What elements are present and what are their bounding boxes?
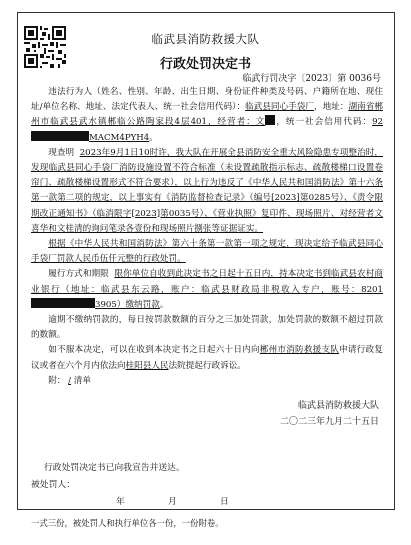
appeal-text-e: 法院提起行政诉讼。 — [168, 360, 246, 371]
appeal-paragraph — [31, 343, 383, 373]
credit-code-prefix: 92 — [372, 117, 383, 128]
document-title: 行政处罚决定书 — [159, 57, 251, 72]
payment-end: 。 — [159, 299, 169, 310]
document-number: 临武行罚决字〔2023〕第 0036号 — [242, 74, 381, 84]
party-paragraph — [31, 85, 383, 146]
basis-text: 根据《中华人民共和国消防法》第六十条第一款第一项之规定，现决定给予临武县同心手袋厂罚款人民币伍仟元整的行政处罚。 — [31, 239, 383, 265]
attachment-value: / — [68, 375, 72, 386]
overdue-text: 逾期不缴纳罚款的，每日按罚款数额的百分之三加处罚款，加处罚款的数额不超过罚款的数额。 — [31, 315, 383, 341]
receipt-day: 日 — [220, 497, 229, 507]
appeal-text-c: 申请行政复议或者在六个月内依法向 — [31, 345, 383, 371]
service-notice: 行政处罚决定书已向我宣告并送达。 — [44, 463, 185, 473]
payment-paragraph — [31, 267, 383, 313]
party-end: 。 — [149, 132, 158, 143]
review-agency: 郴州市消防救援支队 — [259, 345, 340, 356]
party-addr-label: ，地址： — [314, 102, 349, 113]
overdue-paragraph — [31, 313, 383, 343]
basis-paragraph — [31, 237, 383, 267]
payment-text: 限你单位自收到此决定书之日起十五日内，持本决定书到临武县农村商业银行（地址：临武县东云路，账户：临武县财政局非税收入专户，账号：8201 — [31, 269, 383, 295]
redacted-credit-code — [31, 131, 89, 141]
receipt-month: 月 — [168, 497, 177, 507]
redacted-name — [265, 115, 275, 125]
credit-code-suffix: MACM4PYH4 — [89, 132, 150, 143]
party-name: 临武县同心手袋厂 — [245, 102, 315, 113]
payment-text-end: 3905）缴纳罚款 — [95, 299, 160, 310]
facts-paragraph — [31, 146, 383, 237]
signature-date: 二〇二三年九月二十五日 — [279, 417, 379, 427]
appeal-text-a: 如不服本决定，可以在收到本决定书之日起六十日内向 — [48, 345, 260, 356]
court-name: 桂阳县人民 — [125, 360, 169, 371]
attachment-line — [31, 374, 383, 389]
party-address: 湖南省郴州市临武县武水镇郴临公路陶家段4层401，经营者：文 — [31, 102, 383, 128]
footer-note: 一式三份，被处罚人和执行单位各一份，一份附卷。 — [31, 518, 224, 528]
facts-lead: 现查明 — [48, 147, 75, 158]
payment-label: 履行方式和期限 — [48, 269, 109, 280]
receipt-year: 年 — [116, 497, 125, 507]
signature-org: 临武县消防救援大队 — [297, 401, 379, 411]
document-body — [31, 85, 383, 389]
issuing-org: 临武县消防救援大队 — [151, 32, 260, 46]
party-credit-label: ，统一社会信用代码： — [275, 117, 373, 128]
party-intro: 违法行为人（姓名、性别、年龄、出生日期、身份证件种类及号码、户籍所在地、现住址/单位名称、地址、法定代表人、统一社会信用代码）： — [31, 87, 383, 113]
attachment-suffix: 清单 — [73, 375, 91, 386]
facts-text: 2023年9月1日10时许，我大队在开展全县消防安全重大风险隐患专项整治时，发现临武县同心手袋厂消防设施设置不符合标准（未设置疏散指示标志、疏散楼梯口设置卷帘门、疏散楼梯设置形式不符合要求），以上行为违反了《中华人民共和国消防法》第十六条第一款第二项的规定，以上事实有《消防监督检查记录》（编号[2023]第0285号）、《责令限期改正通知书》（临消限字[2023]第0035号）、《营业执照》复印件、现场照片、对经营者文喜华和文桂清的询问笔录各壹份和现场照片捌张等证据证实。 — [31, 147, 383, 234]
redacted-account — [31, 298, 95, 308]
recipient-label: 被处罚人： — [31, 480, 75, 490]
attachment-label: 附： — [48, 375, 66, 386]
